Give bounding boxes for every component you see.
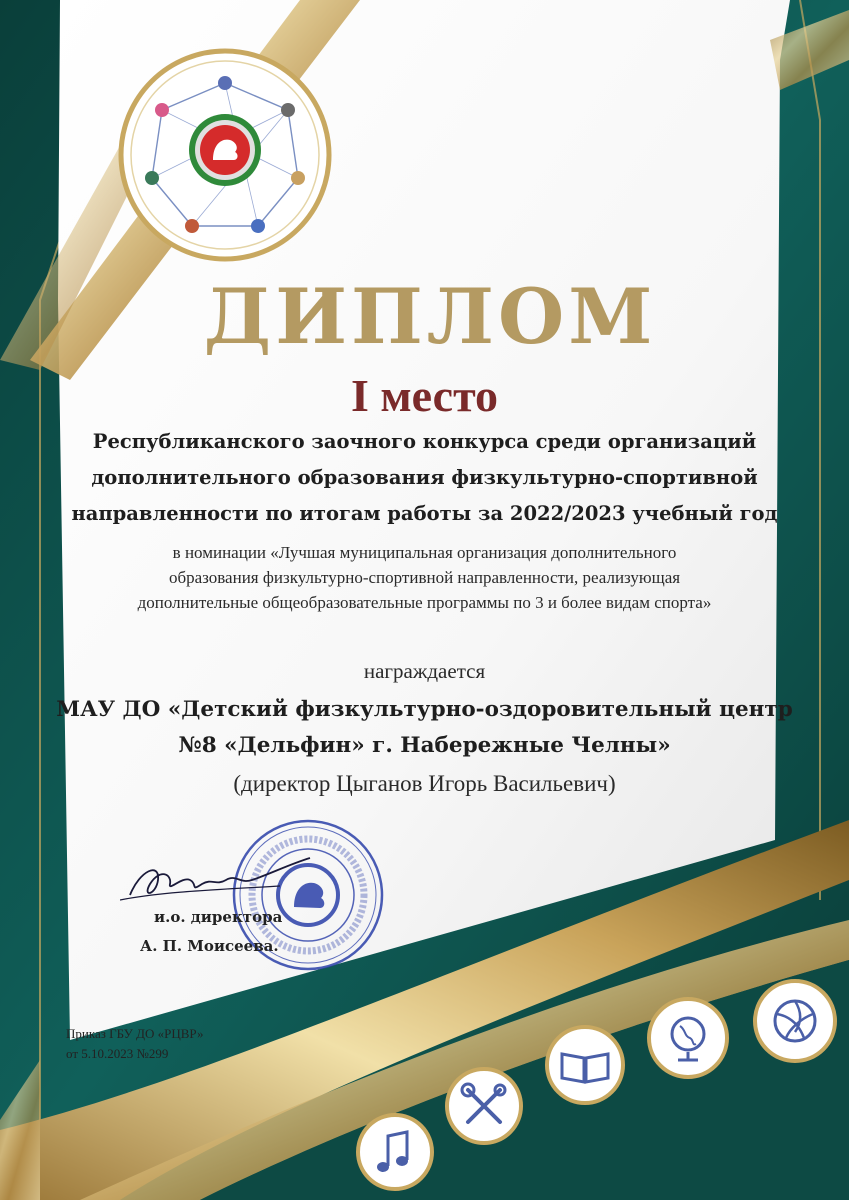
signature — [120, 840, 320, 914]
signatory-name: А. П. Моисеева. — [140, 937, 279, 955]
recipient-director: (директор Цыганов Игорь Васильевич) — [233, 771, 616, 796]
nomination-text — [0, 540, 849, 615]
book-icon — [544, 1024, 626, 1110]
recipient-name — [0, 692, 849, 764]
order-line: Приказ ГБУ ДО «РЦВР» — [66, 1026, 204, 1041]
contest-line: направленности по итогам работы за 2022/2023 учебный год — [71, 502, 778, 525]
nomination-line: дополнительные общеобразовательные программы по 3 и более видам спорта» — [137, 593, 712, 612]
order-line: от 5.10.2023 №299 — [66, 1046, 169, 1061]
contest-description — [0, 424, 849, 532]
volleyball-icon — [752, 978, 838, 1068]
contest-line: дополнительного образования физкультурно-спортивной — [91, 466, 758, 489]
nomination-line: в номинации «Лучшая муниципальная организация дополнительного — [172, 543, 677, 562]
awarded-label: награждается — [363, 659, 486, 683]
tools-icon — [444, 1066, 524, 1150]
music-note-icon — [355, 1112, 435, 1196]
signatory-role: и.о. директора — [154, 908, 283, 926]
diploma-title: ДИПЛОМ — [203, 272, 657, 361]
nomination-line: образования физкультурно-спортивной направленности, реализующая — [168, 568, 681, 587]
recipient-line: МАУ ДО «Детский физкультурно-оздоровительный центр — [56, 697, 793, 722]
order-reference — [66, 1024, 203, 1064]
organization-logo — [118, 48, 333, 267]
place-heading: I место — [350, 370, 499, 421]
recipient-line: №8 «Дельфин» г. Набережные Челны» — [178, 733, 671, 758]
contest-line: Республиканского заочного конкурса среди организаций — [92, 430, 757, 453]
globe-icon — [646, 996, 730, 1084]
